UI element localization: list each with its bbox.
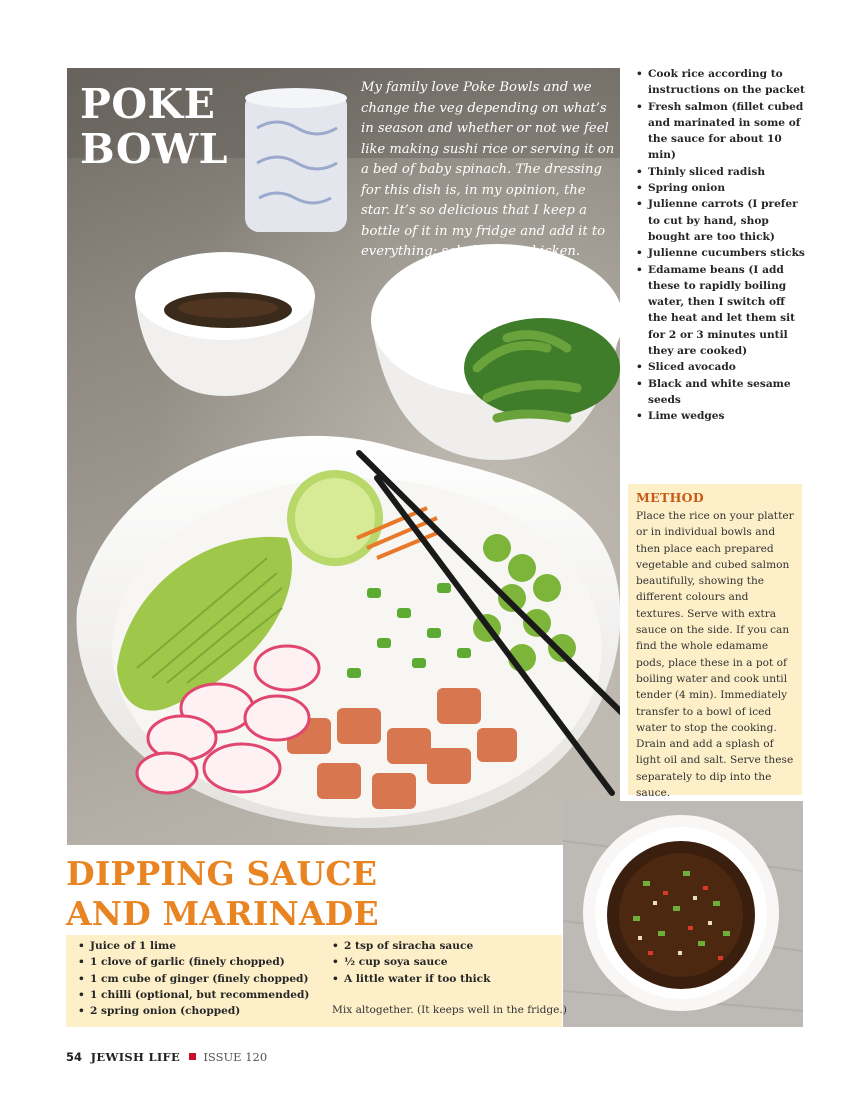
sauce-ingredient-list-left <box>76 938 309 1019</box>
ingredient-item: • Cook rice according to instructions on the packet <box>636 66 806 99</box>
recipe-title-line-1: POKE <box>80 80 216 128</box>
red-square-icon <box>189 1053 196 1060</box>
method-heading: METHOD <box>636 490 705 505</box>
ingredient-list <box>636 66 806 425</box>
ingredient-item: • Lime wedges <box>636 408 806 424</box>
sauce-ingredient-item: • Juice of 1 lime <box>76 938 309 954</box>
sauce-note: Mix altogether. (It keeps well in the fridge.) <box>332 1004 567 1016</box>
method-text: Place the rice on your platter or in individual bowls and then place each prepared vegetable and cubed salmon beautifully, showing the different colours and textures. Serve with extra sauce on the side. If you can find the whole edamame pods, place these in a pot of boiling water and cook until tender (4 min). Immediately transfer to a bowl of iced water to stop the cooking. Drain and add a splash of light oil and salt. Serve these separately to dip into the sauce. <box>636 510 794 800</box>
poke-bowl-photo <box>67 68 620 845</box>
recipe-intro: My family love Poke Bowls and we change the veg depending on what’s in season and whether or not we feel like making sushi rice or serving it on a bed of baby spinach. The dressing for this dish is, in my opinion, the star. It’s so delicious that I keep a bottle of it in my fridge and add it to everything: salads, fish, chicken. <box>361 80 615 259</box>
ingredient-item: • Spring onion <box>636 180 806 196</box>
sauce-title-line-1: DIPPING SAUCE <box>66 854 378 893</box>
ingredient-item: • Black and white sesame seeds <box>636 376 806 409</box>
dipping-sauce-illustration <box>563 801 803 1027</box>
dipping-sauce-photo <box>563 801 803 1027</box>
sauce-ingredient-item: • 1 clove of garlic (finely chopped) <box>76 954 309 970</box>
sauce-ingredient-list-right <box>330 938 490 987</box>
ingredient-item: • Sliced avocado <box>636 359 806 375</box>
ingredient-item: • Julienne carrots (I prefer to cut by hand, shop bought are too thick) <box>636 196 806 245</box>
issue-number: ISSUE 120 <box>203 1050 268 1064</box>
sauce-title-line-2: AND MARINADE <box>66 894 379 933</box>
sauce-ingredient-item: • 1 cm cube of ginger (finely chopped) <box>76 971 309 987</box>
page-number: 54 <box>66 1050 83 1064</box>
sauce-ingredient-item: • 2 tsp of siracha sauce <box>330 938 490 954</box>
ingredient-item: • Edamame beans (I add these to rapidly boiling water, then I switch off the heat and let them sit for 2 or 3 minutes until they are cooked) <box>636 262 806 360</box>
magazine-name: JEWISH LIFE <box>90 1050 181 1064</box>
sauce-ingredient-item: • 1 chilli (optional, but recommended) <box>76 987 309 1003</box>
page-footer <box>66 1050 267 1064</box>
main-poke-bowl <box>77 436 620 828</box>
recipe-title <box>80 82 228 172</box>
sauce-title <box>66 854 379 934</box>
ingredient-item: • Julienne cucumbers sticks <box>636 245 806 261</box>
sauce-ingredient-item: • ½ cup soya sauce <box>330 954 490 970</box>
sauce-ingredient-item: • A little water if too thick <box>330 971 490 987</box>
sauce-ingredients-box <box>66 935 567 1027</box>
recipe-title-line-2: BOWL <box>80 125 229 173</box>
ingredient-item: • Fresh salmon (fillet cubed and marinated in some of the sauce for about 10 min) <box>636 99 806 164</box>
ingredient-item: • Thinly sliced radish <box>636 164 806 180</box>
sauce-ingredient-item: • 2 spring onion (chopped) <box>76 1003 309 1019</box>
method-box <box>628 484 802 800</box>
tea-cup <box>245 88 347 232</box>
